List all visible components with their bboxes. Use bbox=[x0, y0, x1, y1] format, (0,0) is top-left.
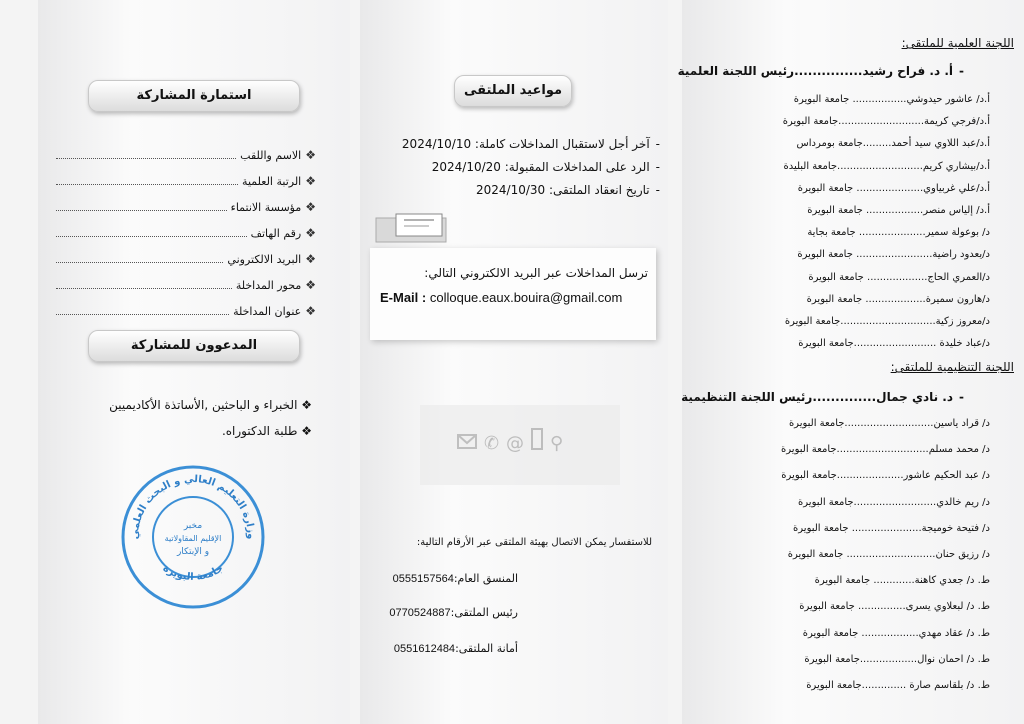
date-item: -آخر أجل لاستقبال المداخلات كاملة: 2024/10/10 bbox=[401, 137, 660, 151]
stamp-inner-1: مخبر bbox=[183, 521, 203, 531]
organizing-member: د/ رزيق حنان............................ جامعة البويرة bbox=[787, 549, 990, 560]
stamp-outer-text: وزارة التعليم العالي و البحث العلمي bbox=[129, 473, 257, 540]
contact-row: أمانة الملتقى:0551612484 bbox=[393, 642, 518, 655]
invited-title: المدعوون للمشاركة bbox=[130, 338, 258, 353]
organizing-title: اللجنة التنظيمية للملتقى: bbox=[890, 360, 1014, 374]
diamond-bullet-icon: ❖ bbox=[305, 226, 316, 240]
scientific-member: د/معروز زكية..............................جامعة البويرة bbox=[784, 316, 990, 327]
form-field-label: رقم الهاتف bbox=[250, 227, 302, 240]
scientific-member: أ.د/بيشاري كريم...........................جامعة البليدة bbox=[783, 160, 990, 172]
scientific-member: د/عباد خليدة ..........................جامعة البويرة bbox=[798, 338, 990, 350]
form-field-row bbox=[56, 174, 316, 188]
scientific-member: أ.د/ عاشور حيدوشي................. جامعة البويرة bbox=[793, 94, 990, 105]
form-field-row bbox=[56, 278, 316, 292]
dates-title: مواعيد الملتقى bbox=[463, 83, 563, 98]
date-item: -الرد على المداخلات المقبولة: 2024/10/20 bbox=[431, 160, 660, 174]
scientific-member: أ.د/ إلياس منصر.................. جامعة البويرة bbox=[807, 205, 990, 216]
scientific-member: د/هارون سميرة................... جامعة البويرة bbox=[806, 293, 990, 305]
svg-text:جامعة البويرة bbox=[161, 563, 226, 583]
date-item: -تاريخ انعقاد الملتقى: 2024/10/30 bbox=[475, 183, 660, 197]
form-field-label: عنوان المداخلة bbox=[233, 305, 302, 318]
diamond-bullet-icon: ❖ bbox=[305, 200, 316, 214]
scientific-member: د/يعدود راضية........................ جامعة البويرة bbox=[797, 249, 990, 261]
diamond-bullet-icon: ❖ bbox=[305, 278, 316, 292]
form-title-pill bbox=[88, 80, 300, 112]
form-field-label: الرتبة العلمية bbox=[242, 175, 302, 188]
form-field-input[interactable] bbox=[56, 253, 223, 263]
form-field-row bbox=[56, 226, 316, 240]
form-field-input[interactable] bbox=[56, 227, 247, 237]
form-field-input[interactable] bbox=[56, 175, 238, 185]
form-field-row bbox=[56, 304, 316, 318]
email-box bbox=[370, 248, 656, 340]
form-field-label: محور المداخلة bbox=[235, 279, 302, 292]
scientific-member: أ.د/فرجي كريمة...........................جامعة البويرة bbox=[782, 116, 990, 128]
diamond-bullet-icon: ❖ bbox=[305, 304, 316, 318]
invited-item: ❖ طلبة الدكتوراه. bbox=[221, 424, 312, 438]
organizing-member: ط. د/ عقاد مهدي.................. جامعة البويرة bbox=[802, 627, 990, 639]
form-field-label: الاسم واللقب bbox=[240, 149, 302, 162]
scientific-member: د/ بوعولة سمير..................... جامعة بجاية bbox=[807, 227, 990, 239]
organizing-member: د/ ريم خالدي..........................جامعة البويرة bbox=[798, 496, 990, 508]
organizing-member: د/ فتيحة خوميجة...................... جامعة البويرة bbox=[793, 522, 990, 534]
email-address[interactable]: colloque.eaux.bouira@gmail.com bbox=[429, 290, 623, 305]
form-field-row bbox=[56, 252, 316, 266]
organizing-member: د/ قراد ياسين............................جامعة البويرة bbox=[788, 418, 990, 429]
calendar-icon bbox=[374, 210, 454, 244]
form-field-row bbox=[56, 200, 316, 214]
at-icon: @ bbox=[506, 433, 524, 454]
left-panel bbox=[38, 0, 350, 724]
organizing-member: ط. د/ جعدي كاهنة............. جامعة البويرة bbox=[814, 575, 990, 587]
contact-icons bbox=[420, 405, 620, 485]
organizing-member: د/ محمد مسلم.............................جامعة البويرة bbox=[781, 444, 990, 456]
form-field-label: البريد الالكتروني bbox=[227, 253, 302, 266]
phone-icon: ✆ bbox=[484, 433, 500, 454]
organizing-member: د/ عبد الحكيم عاشور.....................جامعة البويرة bbox=[781, 470, 990, 482]
diamond-bullet-icon: ❖ bbox=[305, 252, 316, 266]
stamp-bottom-text: جامعة البويرة bbox=[160, 562, 226, 583]
send-text: ترسل المداخلات عبر البريد الالكتروني التالي: bbox=[424, 266, 648, 280]
scientific-member: أ.د/علي غربياوي..................... جامعة البويرة bbox=[797, 182, 990, 194]
contact-row: المنسق العام:0555157564 bbox=[392, 572, 518, 585]
middle-panel bbox=[360, 0, 668, 724]
diamond-bullet-icon: ❖ bbox=[305, 174, 316, 188]
email-label: E-Mail : bbox=[380, 290, 427, 305]
invited-item: ❖ الخبراء و الباحثين ,الأساتذة الأكاديميين bbox=[109, 398, 312, 412]
organizing-member: ط. د/ بلقاسم صارة ..............جامعة البويرة bbox=[806, 680, 990, 691]
stamp-inner-2: الإقليم المقاولاتية bbox=[164, 534, 222, 543]
form-field-input[interactable] bbox=[56, 149, 236, 159]
organizing-head: -د. نادي جمال..............رئيس اللجنة التنظيمية bbox=[681, 390, 964, 404]
form-title: استمارة المشاركة bbox=[136, 88, 252, 103]
email-line bbox=[380, 290, 622, 305]
contact-row: رئيس الملتقى:0770524887 bbox=[389, 606, 518, 619]
scientific-title: اللجنة العلمية للملتقى: bbox=[901, 36, 1014, 50]
form-field-row bbox=[56, 148, 316, 162]
organizing-member: ط. د/ لبعلاوي يسرى............... جامعة البويرة bbox=[799, 601, 990, 613]
organizing-member: ط. د/ احمان نوال..................جامعة البويرة bbox=[804, 653, 990, 665]
scientific-head: -أ. د. فراح رشيد...............رئيس اللجنة العلمية bbox=[677, 64, 964, 78]
diamond-bullet-icon: ❖ bbox=[305, 148, 316, 162]
invited-title-pill bbox=[88, 330, 300, 362]
right-panel bbox=[677, 0, 1024, 724]
scientific-member: د/العمري الحاج................... جامعة البويرة bbox=[808, 271, 990, 283]
dates-title-pill bbox=[454, 75, 572, 107]
stamp-inner-3: و الإبتكار bbox=[176, 547, 210, 557]
form-field-input[interactable] bbox=[56, 201, 227, 211]
form-field-label: مؤسسة الانتماء bbox=[230, 201, 302, 214]
location-icon: ⚲ bbox=[550, 433, 564, 454]
contact-intro: للاستفسار يمكن الاتصال بهيئة الملتقى عبر الأرقام التالية: bbox=[416, 537, 652, 548]
form-field-input[interactable] bbox=[56, 279, 232, 289]
scientific-member: أ.د/عبد اللاوي سيد أحمد.........جامعة بومرداس bbox=[796, 138, 990, 150]
university-stamp bbox=[118, 462, 268, 612]
form-field-input[interactable] bbox=[56, 305, 229, 315]
